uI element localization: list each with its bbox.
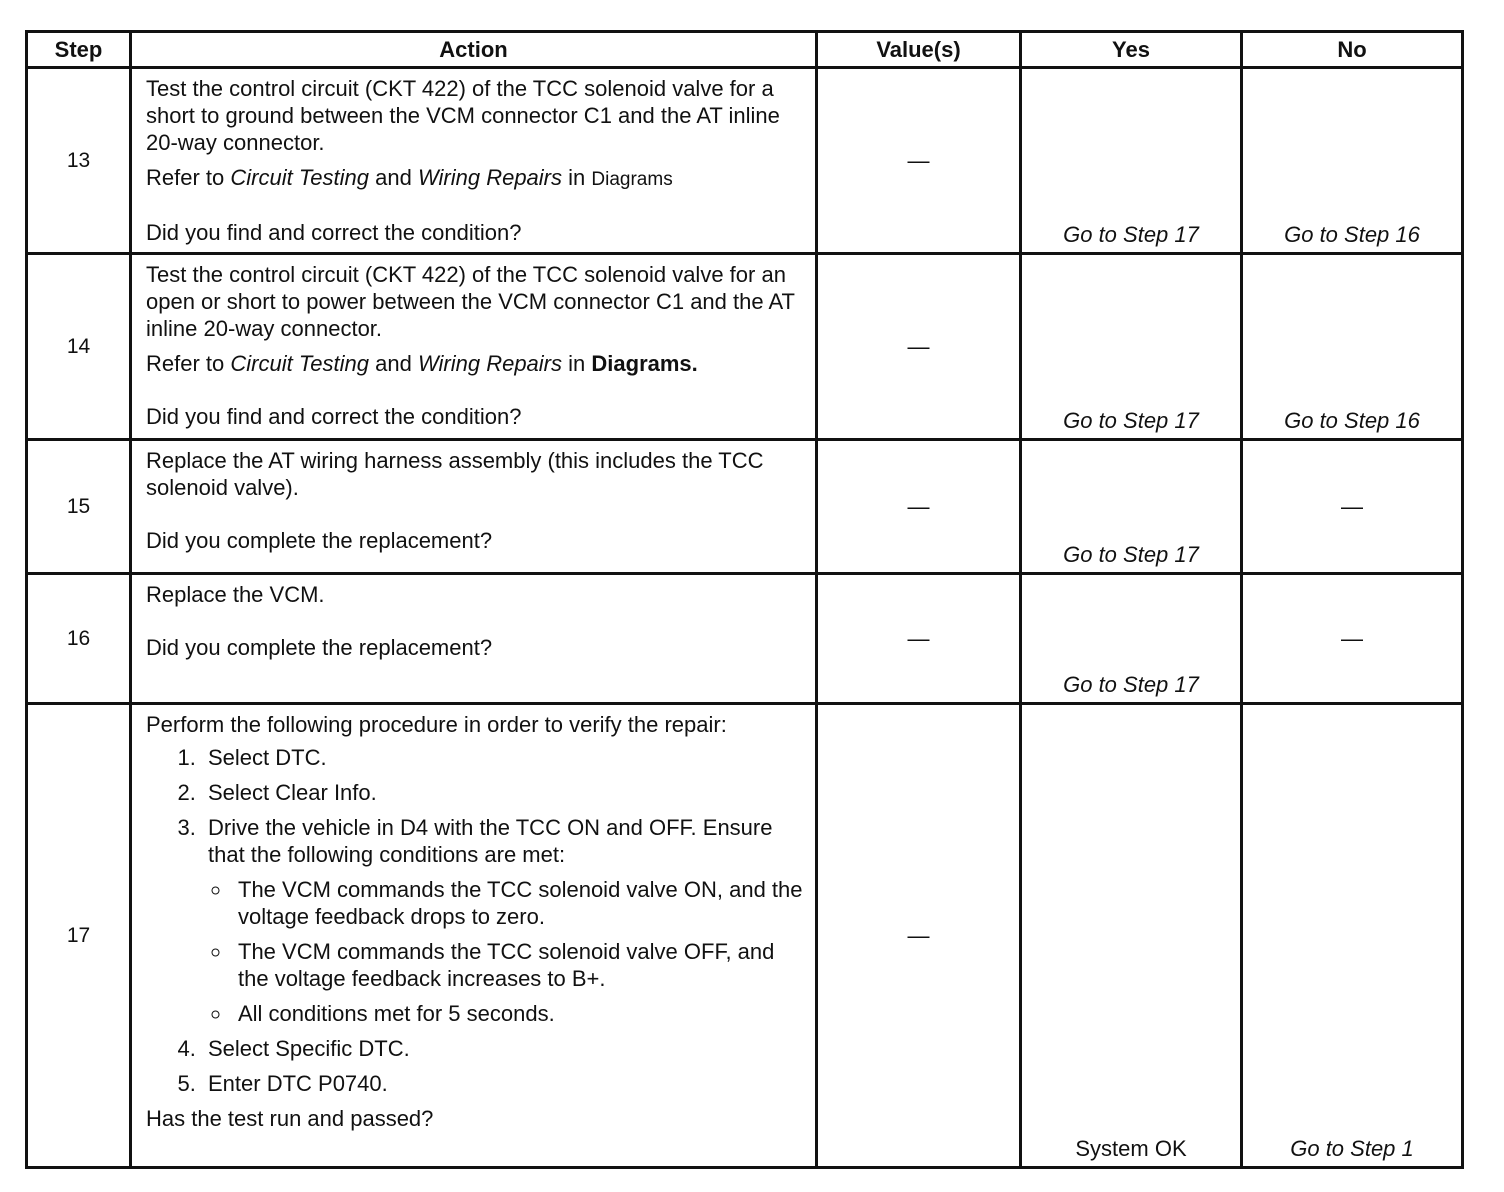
yes-cell bbox=[1021, 704, 1242, 1168]
yes-cell bbox=[1021, 68, 1242, 254]
action-reference: Refer to Circuit Testing and Wiring Repairs in Diagrams. bbox=[146, 351, 698, 376]
yes-link[interactable]: Go to Step 17 bbox=[1063, 542, 1199, 567]
no-link[interactable]: Go to Step 1 bbox=[1290, 1136, 1414, 1161]
list-item: 4. Select Specific DTC. bbox=[202, 1035, 803, 1062]
table-row bbox=[27, 440, 1463, 574]
step-number: 13 bbox=[27, 68, 131, 254]
table-row bbox=[27, 574, 1463, 704]
list-item: 2. Select Clear Info. bbox=[202, 779, 803, 806]
values-cell: — bbox=[817, 254, 1021, 440]
yes-link[interactable]: Go to Step 17 bbox=[1063, 408, 1199, 433]
action-cell bbox=[131, 440, 817, 574]
action-cell bbox=[131, 254, 817, 440]
list-item: 3. Drive the vehicle in D4 with the TCC ON and OFF. Ensure that the following conditions are met: ◦ The VCM commands the TCC solenoid valve ON, and the voltage feedback drops to zero. ◦ The VCM commands the TCC solenoid valve OFF, and the voltage feedback increases to B+. ◦ All conditions met for 5 seconds. bbox=[202, 814, 803, 1027]
table-row bbox=[27, 254, 1463, 440]
values-cell: — bbox=[817, 68, 1021, 254]
action-question: Did you find and correct the condition? bbox=[146, 404, 522, 429]
list-item: ◦ All conditions met for 5 seconds. bbox=[232, 1000, 803, 1027]
action-text: Test the control circuit (CKT 422) of the TCC solenoid valve for a short to ground between the VCM connector C1 and the AT inline 20-way connector. bbox=[146, 76, 780, 155]
table-row bbox=[27, 68, 1463, 254]
step-number: 17 bbox=[27, 704, 131, 1168]
yes-link[interactable]: Go to Step 17 bbox=[1063, 222, 1199, 247]
header-step: Step bbox=[27, 32, 131, 68]
header-yes: Yes bbox=[1021, 32, 1242, 68]
header-row bbox=[27, 32, 1463, 68]
condition-list bbox=[208, 876, 803, 1027]
diagnostic-table bbox=[25, 30, 1464, 1169]
values-cell: — bbox=[817, 574, 1021, 704]
action-text: Replace the VCM. bbox=[146, 582, 325, 607]
yes-cell bbox=[1021, 254, 1242, 440]
action-cell bbox=[131, 68, 817, 254]
yes-result: System OK bbox=[1075, 1136, 1187, 1161]
no-link[interactable]: Go to Step 16 bbox=[1284, 408, 1420, 433]
no-cell bbox=[1242, 440, 1463, 574]
action-question: Did you complete the replacement? bbox=[146, 528, 493, 553]
yes-cell bbox=[1021, 574, 1242, 704]
list-item: ◦ The VCM commands the TCC solenoid valve OFF, and the voltage feedback increases to B+. bbox=[232, 938, 803, 992]
no-cell bbox=[1242, 254, 1463, 440]
action-question: Did you complete the replacement? bbox=[146, 635, 493, 660]
header-no: No bbox=[1242, 32, 1463, 68]
step-number: 15 bbox=[27, 440, 131, 574]
step-number: 16 bbox=[27, 574, 131, 704]
yes-cell bbox=[1021, 440, 1242, 574]
step-number: 14 bbox=[27, 254, 131, 440]
list-item: 1. Select DTC. bbox=[202, 744, 803, 771]
no-cell bbox=[1242, 574, 1463, 704]
no-link[interactable]: Go to Step 16 bbox=[1284, 222, 1420, 247]
table-row bbox=[27, 704, 1463, 1168]
no-cell bbox=[1242, 704, 1463, 1168]
action-text: Test the control circuit (CKT 422) of the TCC solenoid valve for an open or short to power between the VCM connector C1 and the AT inline 20-way connector. bbox=[146, 262, 795, 341]
action-intro: Perform the following procedure in order to verify the repair: bbox=[146, 712, 727, 737]
yes-link[interactable]: Go to Step 17 bbox=[1063, 672, 1199, 697]
no-value: — bbox=[1341, 625, 1363, 651]
list-item: 5. Enter DTC P0740. bbox=[202, 1070, 803, 1097]
header-values: Value(s) bbox=[817, 32, 1021, 68]
action-question: Has the test run and passed? bbox=[146, 1106, 434, 1131]
action-text: Replace the AT wiring harness assembly (this includes the TCC solenoid valve). bbox=[146, 448, 764, 500]
values-cell: — bbox=[817, 440, 1021, 574]
no-value: — bbox=[1341, 493, 1363, 519]
procedure-list bbox=[146, 744, 803, 1097]
header-action: Action bbox=[131, 32, 817, 68]
no-cell bbox=[1242, 68, 1463, 254]
action-question: Did you find and correct the condition? bbox=[146, 220, 522, 245]
values-cell: — bbox=[817, 704, 1021, 1168]
action-cell bbox=[131, 704, 817, 1168]
list-item: ◦ The VCM commands the TCC solenoid valve ON, and the voltage feedback drops to zero. bbox=[232, 876, 803, 930]
action-reference: Refer to Circuit Testing and Wiring Repairs in Diagrams bbox=[146, 165, 673, 190]
action-cell bbox=[131, 574, 817, 704]
